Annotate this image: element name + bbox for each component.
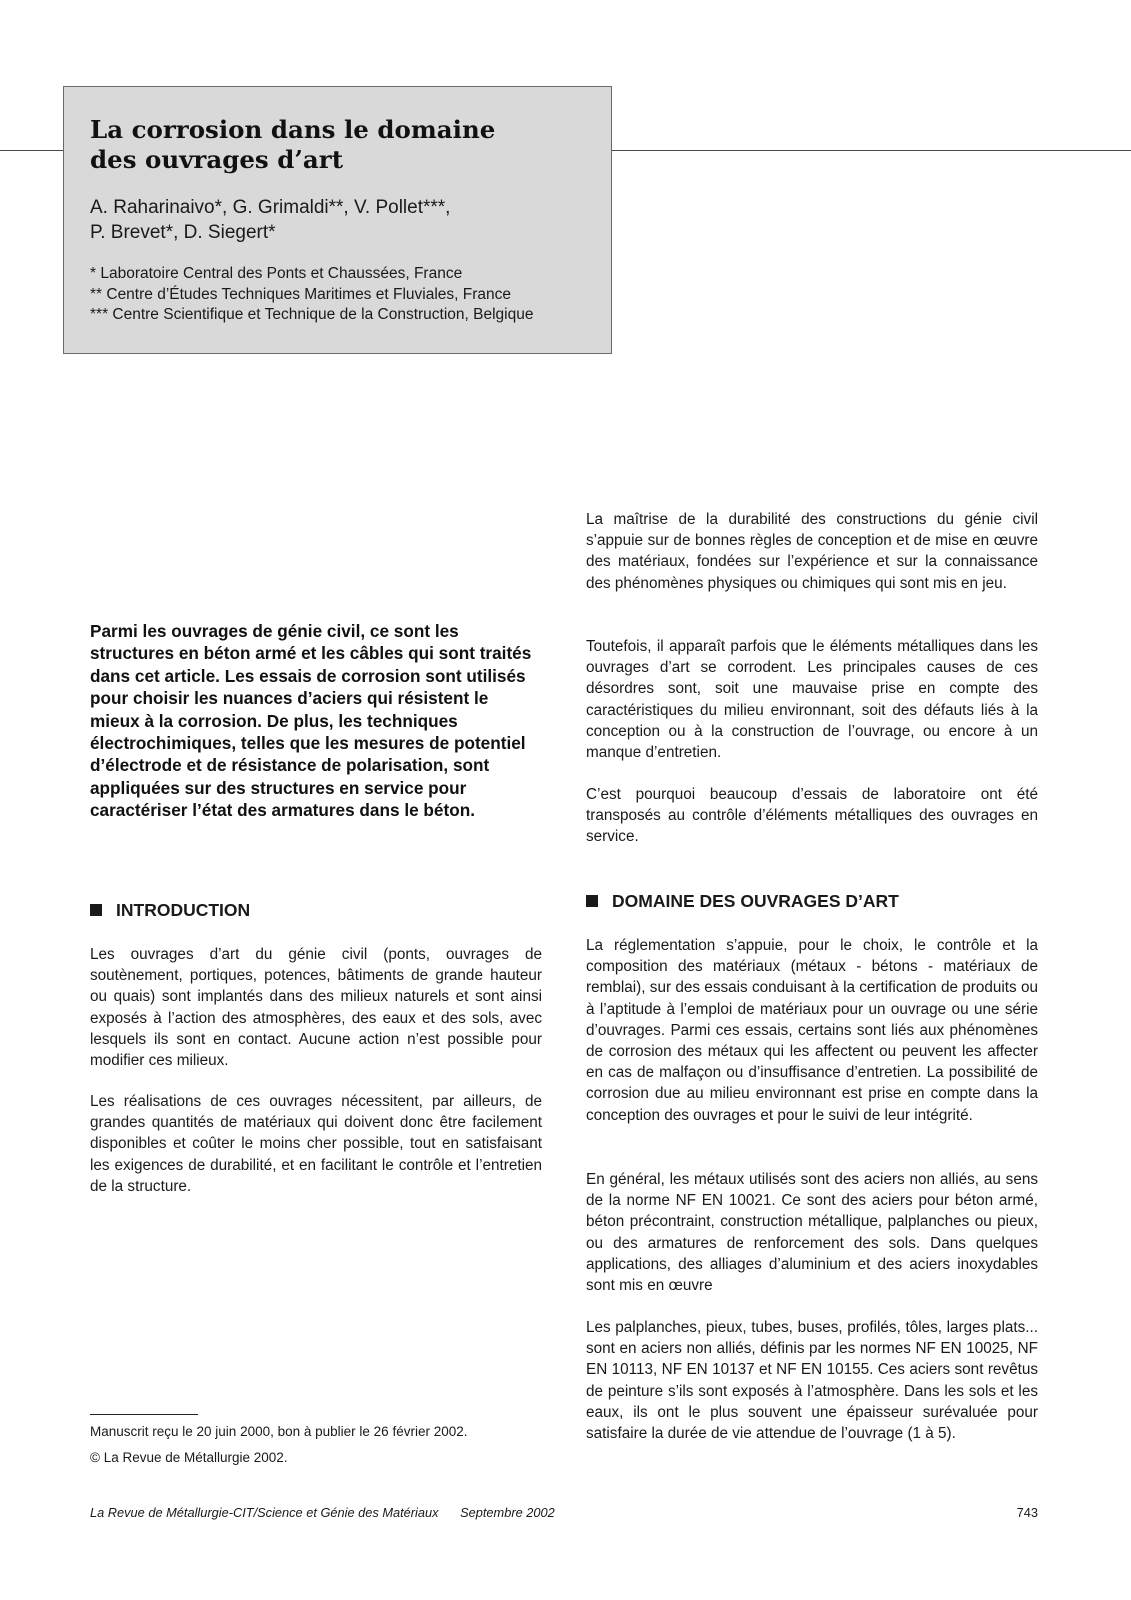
intro-right-paragraph-3: C’est pourquoi beaucoup d’essais de laboratoire ont été transposés au contrôle d’éléments métalliques des ouvrages en service. <box>586 786 1038 846</box>
domaine-paragraph-1: La réglementation s’appuie, pour le choix, le contrôle et la composition des matériaux (métaux - bétons - matériaux de remblai), sur des essais conduisant à la certification de produits ou à l’aptitude à l’emploi de matériaux pour un ouvrage ou une série d’ouvrages. Parmi ces essais, certains sont liés aux phénomènes de corrosion des métaux qui les affectent ou peuvent les affecter en cas de malfaçon ou d’insuffisance d’entretien. La possibilité de corrosion due au milieu environnant est prise en compte dans la conception des ouvrages et pour le suivi de leur intégrité. <box>586 937 1038 1124</box>
authors-line-2: P. Brevet*, D. Siegert* <box>90 222 276 243</box>
introduction-heading <box>90 899 542 921</box>
footnote-manuscript: Manuscrit reçu le 20 juin 2000, bon à publier le 26 février 2002. <box>90 1424 468 1439</box>
footnote-copyright: © La Revue de Métallurgie 2002. <box>90 1450 288 1465</box>
page-number: 743 <box>1016 1505 1038 1520</box>
affiliation-cetmef: ** Centre d’Études Techniques Maritimes et Fluviales, France <box>90 285 511 303</box>
affiliations <box>90 264 605 326</box>
footnote-rule <box>90 1414 198 1415</box>
affiliation-cstc: *** Centre Scientifique et Technique de la Construction, Belgique <box>90 306 534 323</box>
introduction-heading-text: INTRODUCTION <box>116 900 251 920</box>
title-line-1: La corrosion dans le domaine <box>90 115 496 144</box>
title-box <box>63 86 612 354</box>
introduction-paragraph-1: Les ouvrages d’art du génie civil (ponts, ouvrages de soutènement, portiques, potences, bâtiments de grande hauteur ou quais) sont implantés dans des milieux naturels et sont ainsi exposés à l’action des atmosphères, des eaux et des sols, avec lesquels ils sont en contact. Aucune action n’est possible pour modifier ces milieux. <box>90 946 542 1070</box>
section-bullet-icon <box>90 904 102 916</box>
domaine-paragraph-2: En général, les métaux utilisés sont des aciers non alliés, au sens de la norme NF EN 10021. Ce sont des aciers pour béton armé, béton précontraint, construction métallique, palplanches ou pieux, ou des armatures de renforcement des sols. Dans quelques applications, des alliages d’aluminium et des aciers inoxydables sont mis en œuvre <box>586 1171 1038 1295</box>
article-title <box>90 115 590 175</box>
running-footer <box>90 1505 555 1520</box>
authors-line-1: A. Raharinaivo*, G. Grimaldi**, V. Pollet***, <box>90 197 451 218</box>
authors <box>90 195 590 245</box>
domaine-heading-text: DOMAINE DES OUVRAGES D’ART <box>612 891 899 911</box>
issue-date: Septembre 2002 <box>460 1505 555 1520</box>
journal-name: La Revue de Métallurgie-CIT/Science et Génie des Matériaux <box>90 1505 439 1520</box>
intro-right-paragraph-2: Toutefois, il apparaît parfois que le éléments métalliques dans les ouvrages d’art se corrodent. Les principales causes de ces désordres sont, soit une mauvaise prise en compte des caractéristiques du milieu environnant, soit des défauts liés à la conception ou à la construction de l’ouvrage, ou encore à un manque d’entretien. <box>586 638 1038 762</box>
section-bullet-icon <box>586 895 598 907</box>
introduction-paragraph-2: Les réalisations de ces ouvrages nécessitent, par ailleurs, de grandes quantités de matériaux qui doivent donc être facilement disponibles et coûter le moins cher possible, tout en satisfaisant les exigences de durabilité, et en facilitant le contrôle et l’entretien de la structure. <box>90 1093 542 1195</box>
affiliation-lcpc: * Laboratoire Central des Ponts et Chaussées, France <box>90 265 463 282</box>
abstract: Parmi les ouvrages de génie civil, ce sont les structures en béton armé et les câbles qui sont traités dans cet article. Les essais de corrosion sont utilisés pour choisir les nuances d’aciers qui résistent le mieux à la corrosion. De plus, les techniques électrochimiques, telles que les mesures de potentiel d’électrode et de résistance de polarisation, sont appliquées sur des structures en service pour caractériser l’état des armatures dans le béton. <box>90 621 532 821</box>
intro-right-paragraph-1: La maîtrise de la durabilité des constructions du génie civil s’appuie sur de bonnes règles de conception et de mise en œuvre des matériaux, fondées sur l’expérience et sur la connaissance des phénomènes physiques ou chimiques qui sont mis en jeu. <box>586 511 1038 592</box>
domaine-paragraph-3: Les palplanches, pieux, tubes, buses, profilés, tôles, larges plats... sont en aciers non alliés, définis par les normes NF EN 10025, NF EN 10113, NF EN 10137 et NF EN 10155. Ces aciers sont revêtus de peinture s’ils sont exposés à l’atmosphère. Dans les sols et les eaux, ils ont le plus souvent une épaisseur surévaluée pour satisfaire la durée de vie attendue de l’ouvrage (1 à 5). <box>586 1319 1038 1443</box>
title-line-2: des ouvrages d’art <box>90 145 344 174</box>
domaine-heading <box>586 890 1038 912</box>
